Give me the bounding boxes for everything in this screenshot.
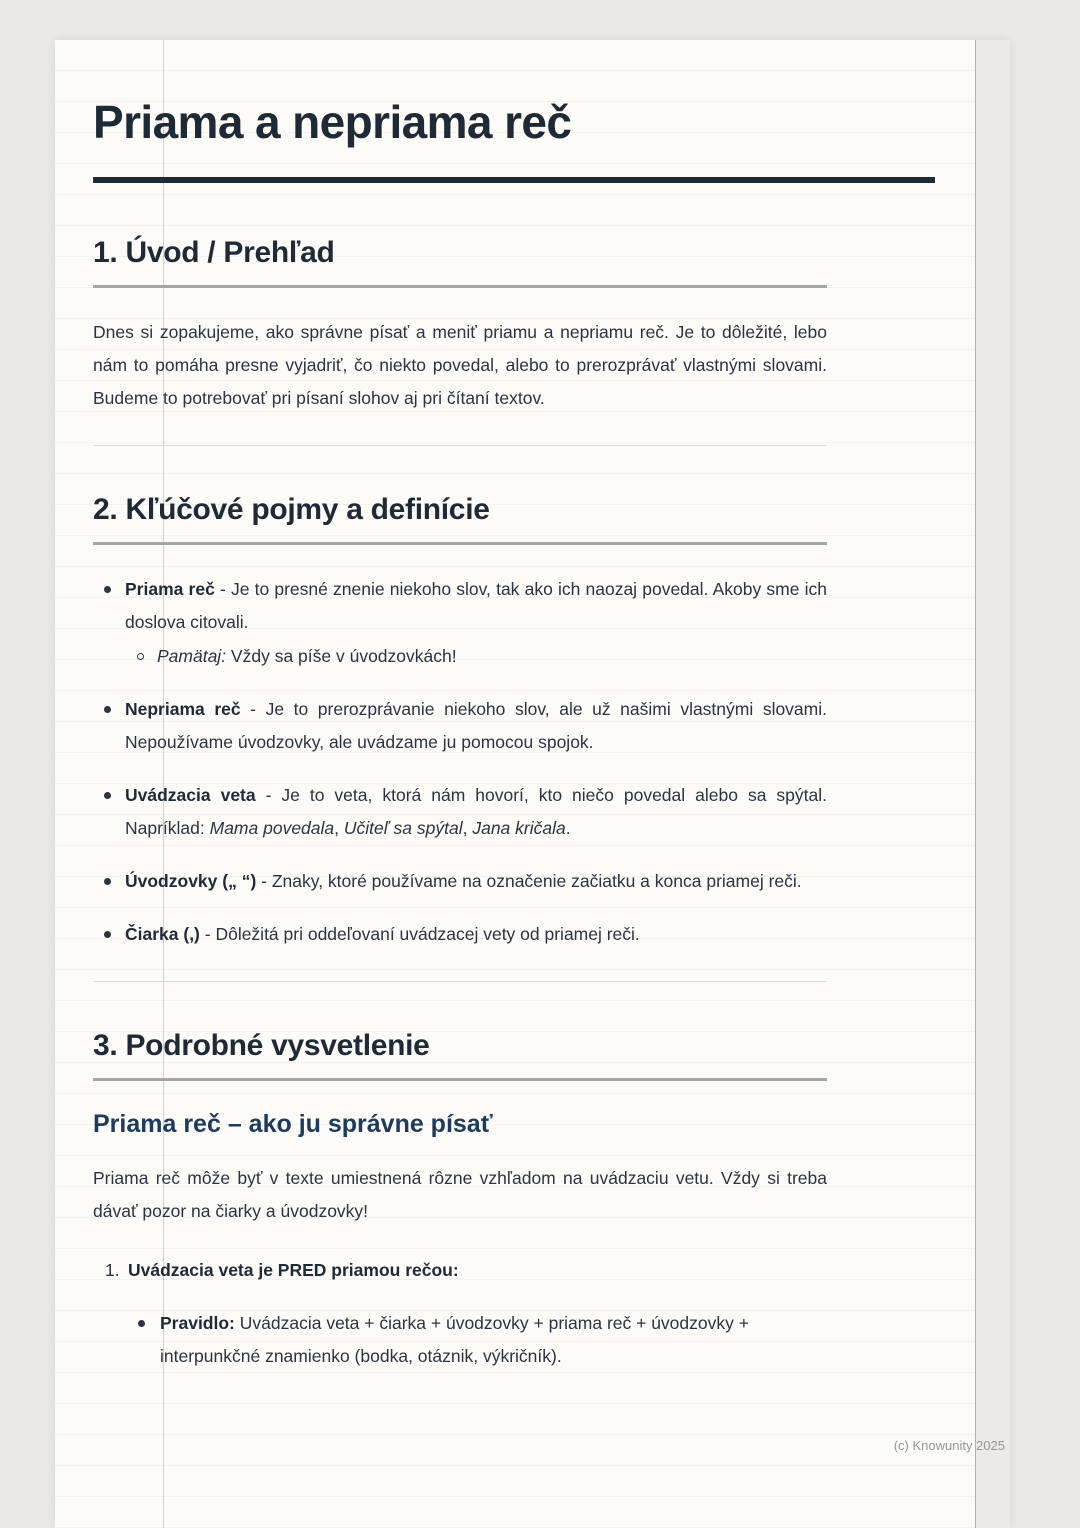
circle-bullet-icon (137, 653, 144, 660)
list-item-nepriama-rec (93, 693, 827, 759)
document-content (55, 40, 975, 1373)
term-definition: - Je to veta, ktorá nám hovorí, kto niečo povedal alebo sa spýtal. Napríklad: (125, 784, 827, 838)
page-right-edge (975, 40, 1010, 1528)
term-label: Priama reč (125, 578, 215, 599)
section-vysvetlenie (93, 1028, 975, 1373)
section-uvod (93, 235, 975, 415)
separator: , (334, 817, 344, 838)
list-item-step-1 (93, 1254, 827, 1373)
section-1-underline (93, 285, 827, 288)
section-1-heading: 1. Úvod / Prehľad (93, 235, 335, 269)
step-number: 1. (105, 1260, 120, 1281)
list-item-uvodzovky (93, 865, 827, 898)
term-definition: - Je to prerozprávanie niekoho slov, ale už našimi vlastnými slovami. Nepoužívame úvodzovky, ale uvádzame ju pomocou spojok. (125, 698, 827, 752)
term-label: Úvodzovky („ “) (125, 870, 257, 891)
note-list (135, 640, 827, 673)
section-divider-2 (93, 981, 827, 982)
section-3-heading: 3. Podrobné vysvetlenie (93, 1028, 430, 1062)
list-item-uvadzacia-veta (93, 779, 827, 845)
rules-numbered-list (93, 1254, 827, 1373)
rule-text: Uvádzacia veta + čiarka + úvodzovky + priama reč + úvodzovky + interpunkčné znamienko (bodka, otáznik, výkričník). (160, 1313, 749, 1367)
bullet-icon (104, 586, 111, 593)
term-definition: - Je to presné znenie niekoho slov, tak ako ich naozaj povedal. Akoby sme ich doslova citovali. (125, 578, 827, 632)
period: . (565, 817, 571, 838)
copyright-footer: (c) Knowunity 2025 (893, 1438, 1005, 1453)
example-text: Jana kričala (472, 817, 566, 838)
list-item-note (135, 640, 827, 673)
list-item-priama-rec (93, 573, 827, 673)
document-title: Priama a nepriama reč (93, 96, 572, 148)
bullet-icon (104, 792, 111, 799)
section-3-underline (93, 1078, 827, 1081)
list-item-ciarka (93, 918, 827, 951)
list-item-pravidlo (128, 1307, 827, 1373)
term-definition: - Znaky, ktoré používame na označenie začiatku a konca priamej reči. (256, 870, 802, 891)
section-pojmy (93, 492, 975, 951)
term-label: Uvádzacia veta (125, 784, 256, 805)
section-2-heading: 2. Kľúčové pojmy a definície (93, 492, 490, 526)
bullet-icon (104, 706, 111, 713)
term-definition: - Dôležitá pri oddeľovaní uvádzacej vety od priamej reči. (199, 923, 640, 944)
bullet-icon (104, 931, 111, 938)
note-label: Pamätaj: (157, 645, 227, 666)
term-label: Nepriama reč (125, 698, 241, 719)
example-text: Mama povedala (209, 817, 335, 838)
example-text: Učiteľ sa spýtal (343, 817, 463, 838)
section-3-paragraph: Priama reč môže byť v texte umiestnená rôzne vzhľadom na uvádzaciu vetu. Vždy si treba dávať pozor na čiarky a úvodzovky! (93, 1168, 827, 1222)
title-underline (93, 177, 935, 183)
term-label: Čiarka (,) (125, 923, 200, 944)
note-text: Vždy sa píše v úvodzovkách! (226, 645, 457, 666)
bullet-icon (104, 878, 111, 885)
section-2-underline (93, 542, 827, 545)
rule-sublist (128, 1307, 827, 1373)
subsection-heading: Priama reč – ako ju správne písať (93, 1109, 493, 1138)
bullet-icon (138, 1320, 145, 1327)
step-label: Uvádzacia veta je PRED priamou rečou: (128, 1260, 459, 1281)
document-page (55, 40, 1010, 1528)
rule-label: Pravidlo: (160, 1313, 235, 1334)
separator: , (462, 817, 473, 838)
section-divider-1 (93, 445, 827, 446)
definitions-list (93, 573, 827, 951)
section-1-paragraph: Dnes si zopakujeme, ako správne písať a meniť priamu a nepriamu reč. Je to dôležité, lebo nám to pomáha presne vyjadriť, čo niekto povedal, alebo to prerozprávať vlastnými slovami. Budeme to potrebovať pri písaní slohov aj pri čítaní textov. (93, 321, 827, 408)
